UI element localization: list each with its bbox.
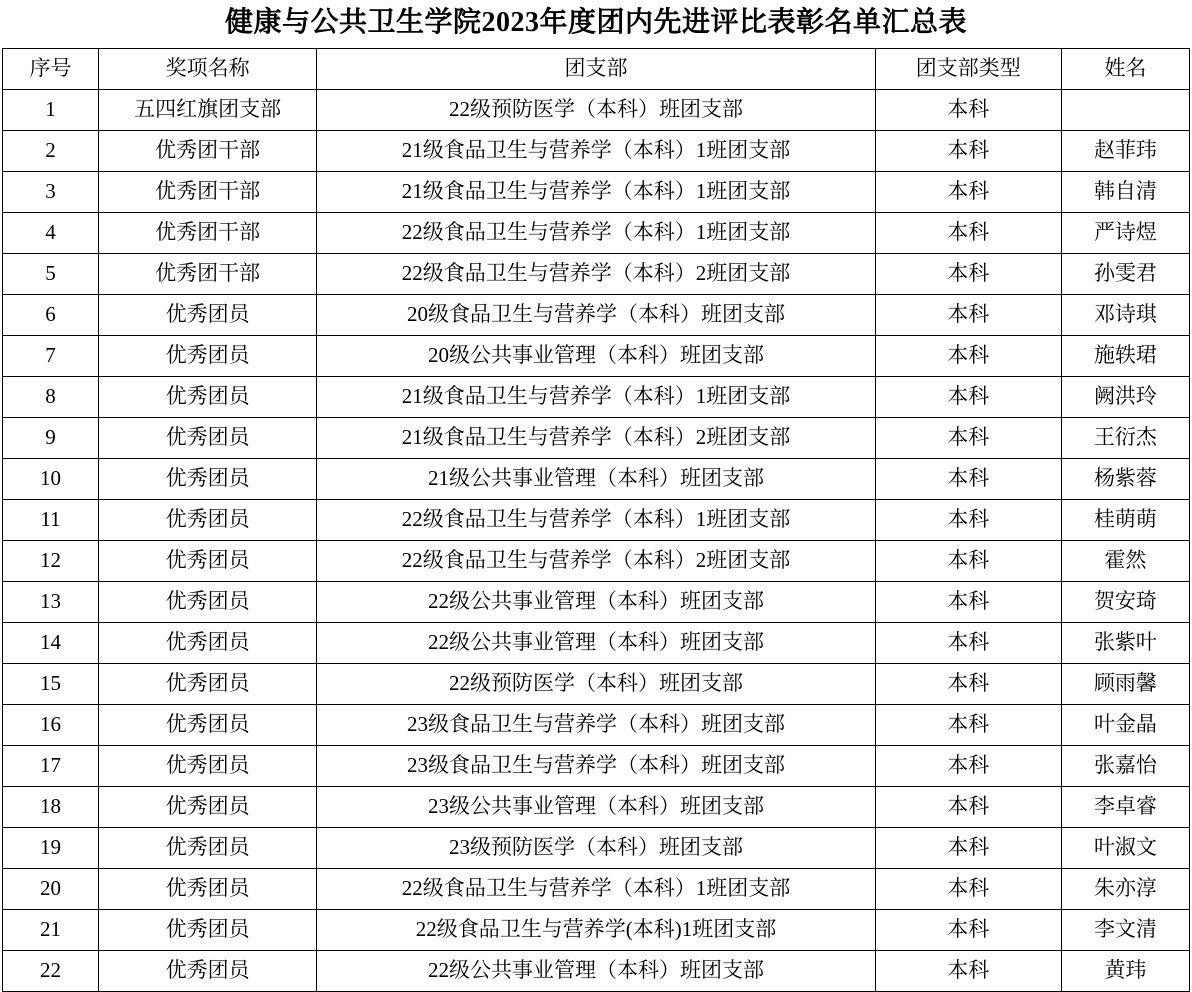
- cell-branch: 22级公共事业管理（本科）班团支部: [317, 622, 875, 663]
- cell-type: 本科: [875, 540, 1061, 581]
- table-row: [3, 417, 1190, 458]
- cell-award: 优秀团员: [99, 417, 317, 458]
- cell-award: 优秀团干部: [99, 171, 317, 212]
- table-row: [3, 622, 1190, 663]
- cell-type: 本科: [875, 499, 1061, 540]
- cell-branch: 23级食品卫生与营养学（本科）班团支部: [317, 704, 875, 745]
- table-row: [3, 909, 1190, 950]
- cell-branch: 21级食品卫生与营养学（本科）1班团支部: [317, 376, 875, 417]
- cell-branch: 22级食品卫生与营养学（本科）2班团支部: [317, 253, 875, 294]
- cell-name: 赵菲玮: [1061, 130, 1189, 171]
- cell-seq: 1: [3, 89, 99, 130]
- cell-award: 优秀团员: [99, 786, 317, 827]
- cell-branch: 21级食品卫生与营养学（本科）2班团支部: [317, 417, 875, 458]
- cell-branch: 22级公共事业管理（本科）班团支部: [317, 581, 875, 622]
- cell-name: 霍然: [1061, 540, 1189, 581]
- cell-award: 优秀团干部: [99, 130, 317, 171]
- table-row: [3, 663, 1190, 704]
- cell-seq: 14: [3, 622, 99, 663]
- cell-award: 优秀团员: [99, 827, 317, 868]
- table-header-row: [3, 48, 1190, 89]
- cell-branch: 23级食品卫生与营养学（本科）班团支部: [317, 745, 875, 786]
- column-header-seq: 序号: [3, 48, 99, 89]
- cell-seq: 11: [3, 499, 99, 540]
- cell-seq: 5: [3, 253, 99, 294]
- cell-name: 张嘉怡: [1061, 745, 1189, 786]
- cell-award: 优秀团员: [99, 622, 317, 663]
- cell-name: 桂萌萌: [1061, 499, 1189, 540]
- table-row: [3, 704, 1190, 745]
- cell-award: 优秀团员: [99, 745, 317, 786]
- table-row: [3, 581, 1190, 622]
- cell-branch: 22级预防医学（本科）班团支部: [317, 663, 875, 704]
- cell-name: 黄玮: [1061, 950, 1189, 991]
- column-header-name: 姓名: [1061, 48, 1189, 89]
- cell-seq: 17: [3, 745, 99, 786]
- cell-name: 李卓睿: [1061, 786, 1189, 827]
- cell-seq: 7: [3, 335, 99, 376]
- column-header-award: 奖项名称: [99, 48, 317, 89]
- cell-type: 本科: [875, 581, 1061, 622]
- cell-name: 朱亦淳: [1061, 868, 1189, 909]
- cell-type: 本科: [875, 622, 1061, 663]
- cell-name: 贺安琦: [1061, 581, 1189, 622]
- cell-award: 优秀团员: [99, 540, 317, 581]
- cell-seq: 9: [3, 417, 99, 458]
- cell-seq: 3: [3, 171, 99, 212]
- cell-award: 优秀团员: [99, 294, 317, 335]
- cell-seq: 6: [3, 294, 99, 335]
- table-row: [3, 827, 1190, 868]
- cell-type: 本科: [875, 376, 1061, 417]
- cell-award: 优秀团员: [99, 909, 317, 950]
- cell-award: 五四红旗团支部: [99, 89, 317, 130]
- cell-seq: 12: [3, 540, 99, 581]
- table-row: [3, 130, 1190, 171]
- table-row: [3, 540, 1190, 581]
- cell-name: 叶淑文: [1061, 827, 1189, 868]
- cell-branch: 21级食品卫生与营养学（本科）1班团支部: [317, 171, 875, 212]
- table-row: [3, 294, 1190, 335]
- cell-branch: 22级食品卫生与营养学(本科)1班团支部: [317, 909, 875, 950]
- cell-type: 本科: [875, 868, 1061, 909]
- cell-type: 本科: [875, 89, 1061, 130]
- cell-branch: 21级公共事业管理（本科）班团支部: [317, 458, 875, 499]
- cell-name: 韩自清: [1061, 171, 1189, 212]
- column-header-type: 团支部类型: [875, 48, 1061, 89]
- cell-award: 优秀团员: [99, 868, 317, 909]
- cell-seq: 10: [3, 458, 99, 499]
- cell-name: 阙洪玲: [1061, 376, 1189, 417]
- table-row: [3, 458, 1190, 499]
- cell-name: 施轶珺: [1061, 335, 1189, 376]
- cell-seq: 21: [3, 909, 99, 950]
- cell-type: 本科: [875, 786, 1061, 827]
- cell-name: 叶金晶: [1061, 704, 1189, 745]
- cell-award: 优秀团员: [99, 335, 317, 376]
- cell-type: 本科: [875, 212, 1061, 253]
- cell-seq: 18: [3, 786, 99, 827]
- cell-seq: 13: [3, 581, 99, 622]
- cell-name: 杨紫蓉: [1061, 458, 1189, 499]
- cell-name: 孙雯君: [1061, 253, 1189, 294]
- cell-name: 李文清: [1061, 909, 1189, 950]
- cell-award: 优秀团员: [99, 581, 317, 622]
- cell-type: 本科: [875, 663, 1061, 704]
- cell-branch: 22级食品卫生与营养学（本科）1班团支部: [317, 868, 875, 909]
- table-body: [3, 89, 1190, 991]
- cell-type: 本科: [875, 458, 1061, 499]
- table-row: [3, 212, 1190, 253]
- cell-branch: 20级公共事业管理（本科）班团支部: [317, 335, 875, 376]
- table-row: [3, 253, 1190, 294]
- cell-branch: 22级食品卫生与营养学（本科）1班团支部: [317, 212, 875, 253]
- cell-award: 优秀团员: [99, 458, 317, 499]
- cell-seq: 22: [3, 950, 99, 991]
- cell-branch: 22级食品卫生与营养学（本科）1班团支部: [317, 499, 875, 540]
- cell-seq: 15: [3, 663, 99, 704]
- cell-name: 严诗煜: [1061, 212, 1189, 253]
- cell-seq: 8: [3, 376, 99, 417]
- cell-type: 本科: [875, 253, 1061, 294]
- cell-type: 本科: [875, 745, 1061, 786]
- table-row: [3, 950, 1190, 991]
- cell-branch: 22级公共事业管理（本科）班团支部: [317, 950, 875, 991]
- cell-seq: 2: [3, 130, 99, 171]
- table-row: [3, 745, 1190, 786]
- cell-award: 优秀团干部: [99, 212, 317, 253]
- cell-name: [1061, 89, 1189, 130]
- award-summary-table: [2, 48, 1190, 992]
- page-title: 健康与公共卫生学院2023年度团内先进评比表彰名单汇总表: [224, 7, 967, 38]
- table-row: [3, 499, 1190, 540]
- cell-name: 顾雨馨: [1061, 663, 1189, 704]
- cell-type: 本科: [875, 950, 1061, 991]
- table-row: [3, 376, 1190, 417]
- cell-seq: 16: [3, 704, 99, 745]
- cell-type: 本科: [875, 335, 1061, 376]
- cell-branch: 23级预防医学（本科）班团支部: [317, 827, 875, 868]
- cell-branch: 21级食品卫生与营养学（本科）1班团支部: [317, 130, 875, 171]
- cell-seq: 4: [3, 212, 99, 253]
- cell-branch: 20级食品卫生与营养学（本科）班团支部: [317, 294, 875, 335]
- table-row: [3, 868, 1190, 909]
- cell-branch: 22级预防医学（本科）班团支部: [317, 89, 875, 130]
- cell-type: 本科: [875, 827, 1061, 868]
- cell-type: 本科: [875, 171, 1061, 212]
- cell-type: 本科: [875, 130, 1061, 171]
- table-row: [3, 89, 1190, 130]
- cell-award: 优秀团干部: [99, 253, 317, 294]
- cell-name: 王衍杰: [1061, 417, 1189, 458]
- cell-award: 优秀团员: [99, 950, 317, 991]
- cell-award: 优秀团员: [99, 704, 317, 745]
- cell-type: 本科: [875, 704, 1061, 745]
- cell-award: 优秀团员: [99, 499, 317, 540]
- cell-seq: 20: [3, 868, 99, 909]
- table-row: [3, 335, 1190, 376]
- cell-award: 优秀团员: [99, 663, 317, 704]
- cell-type: 本科: [875, 909, 1061, 950]
- cell-branch: 23级公共事业管理（本科）班团支部: [317, 786, 875, 827]
- cell-type: 本科: [875, 417, 1061, 458]
- cell-seq: 19: [3, 827, 99, 868]
- table-row: [3, 171, 1190, 212]
- cell-name: 邓诗琪: [1061, 294, 1189, 335]
- cell-branch: 22级食品卫生与营养学（本科）2班团支部: [317, 540, 875, 581]
- column-header-branch: 团支部: [317, 48, 875, 89]
- table-header: [3, 48, 1190, 89]
- cell-type: 本科: [875, 294, 1061, 335]
- cell-award: 优秀团员: [99, 376, 317, 417]
- table-row: [3, 786, 1190, 827]
- cell-name: 张紫叶: [1061, 622, 1189, 663]
